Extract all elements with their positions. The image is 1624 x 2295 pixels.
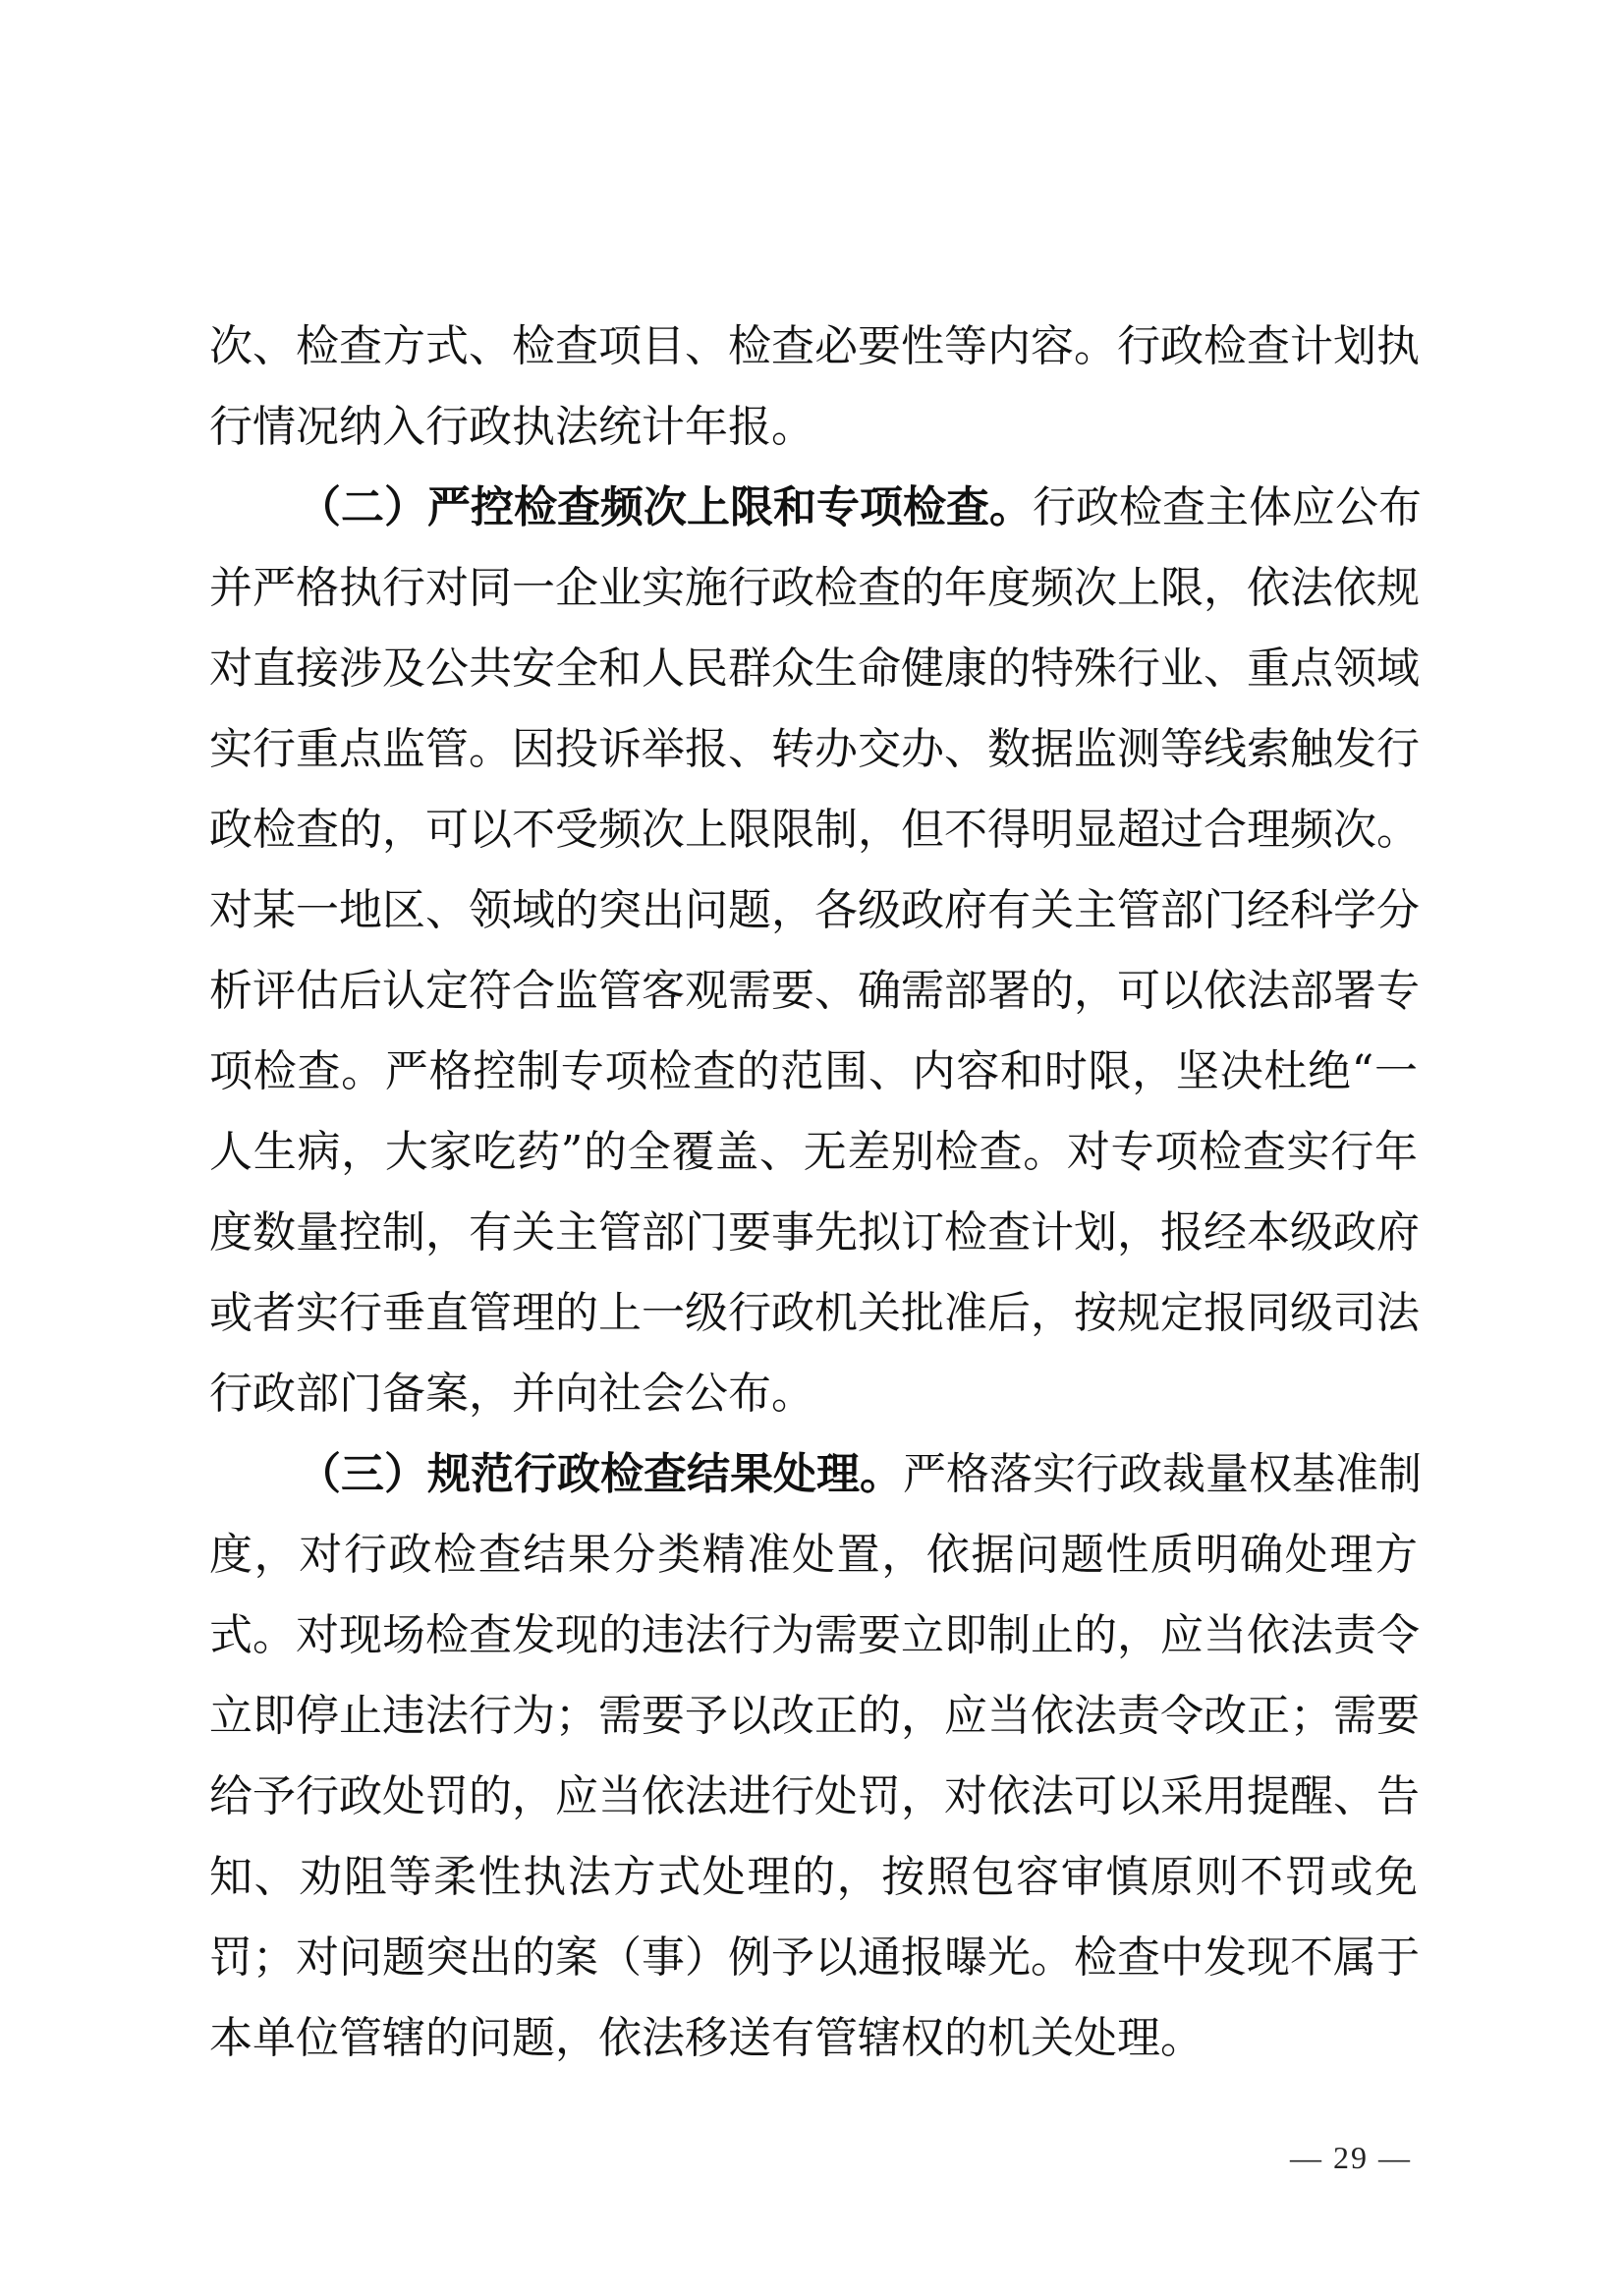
paragraph-1 <box>209 307 1418 468</box>
text-line: 行情况纳入行政执法统计年报。 <box>209 402 814 452</box>
text-line: 对某一地区、领域的突出问题，各级政府有关主管部门经科学分 <box>209 885 1420 935</box>
text-fragment: 行政检查主体应公布 <box>1033 482 1422 532</box>
text-line: 行政部门备案，并向社会公布。 <box>209 1369 814 1419</box>
section-heading: （三）规范行政检查结果处理。 <box>298 1449 903 1499</box>
text-line: 人生病，大家吃药”的全覆盖、无差别检查。对专项检查实行年 <box>209 1127 1418 1177</box>
text-line: 本单位管辖的问题，依法移送有管辖权的机关处理。 <box>209 2013 1204 2063</box>
text-fragment: 严格落实行政裁量权基准制 <box>903 1449 1422 1499</box>
page-number: — 29 — <box>1290 2140 1412 2175</box>
text-line: 或者实行垂直管理的上一级行政机关批准后，按规定报同级司法 <box>209 1288 1420 1338</box>
text-line: 对直接涉及公共安全和人民群众生命健康的特殊行业、重点领域 <box>209 644 1420 694</box>
paragraph-first-line <box>209 468 1422 548</box>
text-line: 度，对行政检查结果分类精准处置，依据问题性质明确处理方 <box>209 1530 1418 1580</box>
text-line: 政检查的，可以不受频次上限限制，但不得明显超过合理频次。 <box>209 805 1420 855</box>
text-line: 实行重点监管。因投诉举报、转办交办、数据监测等线索触发行 <box>209 724 1420 774</box>
text-line: 并严格执行对同一企业实施行政检查的年度频次上限，依法依规 <box>209 563 1420 613</box>
text-line: 罚；对问题突出的案（事）例予以通报曝光。检查中发现不属于 <box>209 1932 1420 1983</box>
text-line: 度数量控制，有关主管部门要事先拟订检查计划，报经本级政府 <box>209 1207 1420 1258</box>
paragraph-3 <box>209 1434 1422 2079</box>
text-line: 析评估后认定符合监管客观需要、确需部署的，可以依法部署专 <box>209 966 1420 1016</box>
section-heading: （二）严控检查频次上限和专项检查。 <box>298 482 1033 532</box>
text-line: 知、劝阻等柔性执法方式处理的，按照包容审慎原则不罚或免 <box>209 1852 1418 1902</box>
text-line: 立即停止违法行为；需要予以改正的，应当依法责令改正；需要 <box>209 1691 1420 1741</box>
body-text <box>209 307 1422 2079</box>
paragraph-2 <box>209 468 1422 1434</box>
text-line: 次、检查方式、检查项目、检查必要性等内容。行政检查计划执 <box>209 321 1420 371</box>
text-line: 式。对现场检查发现的违法行为需要立即制止的，应当依法责令 <box>209 1610 1420 1660</box>
text-line: 给予行政处罚的，应当依法进行处罚，对依法可以采用提醒、告 <box>209 1771 1420 1821</box>
paragraph-first-line <box>209 1434 1422 1515</box>
text-line: 项检查。严格控制专项检查的范围、内容和时限，坚决杜绝“一 <box>209 1046 1418 1096</box>
